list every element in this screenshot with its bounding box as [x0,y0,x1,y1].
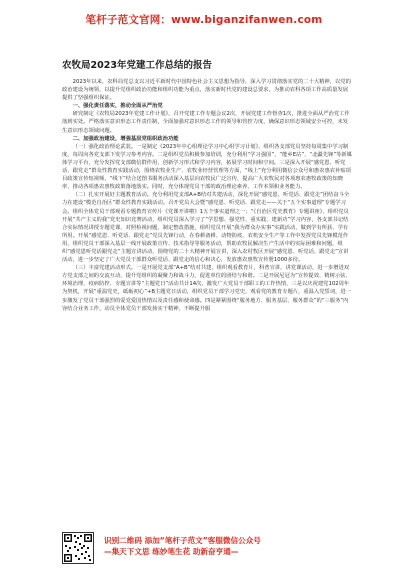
section-paragraph-1: 研究制定《农牧局2023年党建工作计划》，召开党建工作专题会议2次，开展党建工作督查1次，推进全面从严治党工作落到实处。严格落实意识形态工作责任制，全面加强对意识形态工作的领导和管控力度，确保意识形态领域安全可控，未发生意识形态领域问题。 [62,111,350,134]
section-heading-2: 二、加强政治建设，增强基层党组织政治功能 [72,135,179,142]
footer-text [104,535,344,557]
qr-code-icon[interactable] [62,532,94,564]
footer-line-1: 识别二维码 添加“笔杆子范文”客服微信公众号 [104,536,261,545]
footer-line-2: —集天下文思 练妙笔生花 助新奋亨通— [104,547,239,556]
document-body [62,78,352,313]
footer [62,532,352,570]
subsection-paragraph-1: （一）强化政治理论武装。一是制定《2023年中心组理论学习中心组学习计划》，组织各支部党员坚持每周集中学习制度，每周向各党支部下发学习参考内容。二是组织党员积极参加培训，充分利用“学习强国”、“能乡E站”、“北疆先锋”等新媒体学习平台，充分发挥党支部微信群作用，创新学习形式和学习内容，拓展学习时间和空间。三是深入开展“感党恩、听党话、跟党走”群众性教育实践活动，围绕农牧业生产、农牧业经营管理等方面，“线上”充分利用微信公众号和惠农惠农补贴项目政策宣传短视频，“线下”结合送图书服务活动深入基层向农牧民广泛宣传，提高广大农牧民对各项惠农惠牧政策的知晓率，推动各项惠农惠牧政策落地落实。同时，充分体现党员干部的政治理论素养、工作本领和业务能力。 [62,143,352,191]
section-heading-1: 一、强化责任落实，推动全面从严治党 [72,103,163,110]
intro-paragraph: 2023年以来，农科局党总支以习近平新时代中国特色社会主义思想为指导，深入学习贯彻落实党的二十大精神，以党的政治建设为统领，以提升党组织政治功能和组织功能为重点，落实新时代党的建设总要求，为推动农科各项工作高质量发展提供了坚强组织保证。 [62,79,351,102]
subsection-paragraph-3: （三）丰富党建活动形式。一是开展党支部“A+B”结对共建，组织观看教育片，科普宣讲，讲党课活动，进一步增进双方党支部之间的交流互动，提升党组织的凝聚力和战斗力，促进单位的团结与和谐。二是开展尼冠为“宣传提效、精树示弦、环境治理、疫病防控、专题宣讲等“主题党日”活动共计14次，激发广大党员干部职工的工作热情，三是以庆祝建党102周年为契机，开展“重温党史，砥砺初心”+B主题党日活动，组织党员干部学习党史，观看党的教育专题片，重温入党誓词，进一步激发了党员干部强烈的爱党爱国热情以及责任感和使命感。四是紧紧围绕“服务地方、服务基层、服务群众”的“三服务”内容结合业务工作，动员全体党员干部发扬实干精神，不断提升服 [62,265,352,312]
subsection-paragraph-2: （二）扎实开展好主题教育活动。充分利用党支部A+B结对共建活动，深化开展“感党恩、听党话、跟党走”团结奋斗全力在建设“模范自治区”群众性教育实践活动。召开党员大会暨“感党恩、听党话、跟党走——关于“五个实事道理”专题学习会。组织全体党员干部观看专题教育宣传片《党课开讲啦》1五个事实道理之一；“《自治区党史教育》专题讲座》，组织党员开展“共产主义的我”党史知识竞赛活动，组织党员深入学习了“学思想、强党性、重实践、建新功”学习内容，各支部书记结合实际情况讲授专题党课，对照检视问题，制定整改措施，组织党员开展“我为群众办实事”实践活动，做到学有所获、学有所用。开展“感党恩、听党话、跟党走”党员先锋行动，在春耕备耕、动物防疫、农机安全生产等工作中发挥党员先锋模范作用，组织党员干部深入基层一线开展政策宣传、技术指导等服务活动，帮助农牧民解决生产生活中的实际困难和问题，组织“感党恩听党话跟党走”主题宣讲活动，围绕党的二十大精神开展宣讲，深入农村牧区开展“感党恩、听党话、跟党走”宣讲活动，进一步坚定了广大党员干部群众听党话、跟党走的信心和决心，发放惠农惠牧宣传册1000多份。 [62,192,350,264]
site-banner[interactable]: 笔杆子范文官网：www.biganzifanwen.com [85,14,323,26]
page-title: 农牧局2023年党建工作总结的报告 [62,60,212,71]
